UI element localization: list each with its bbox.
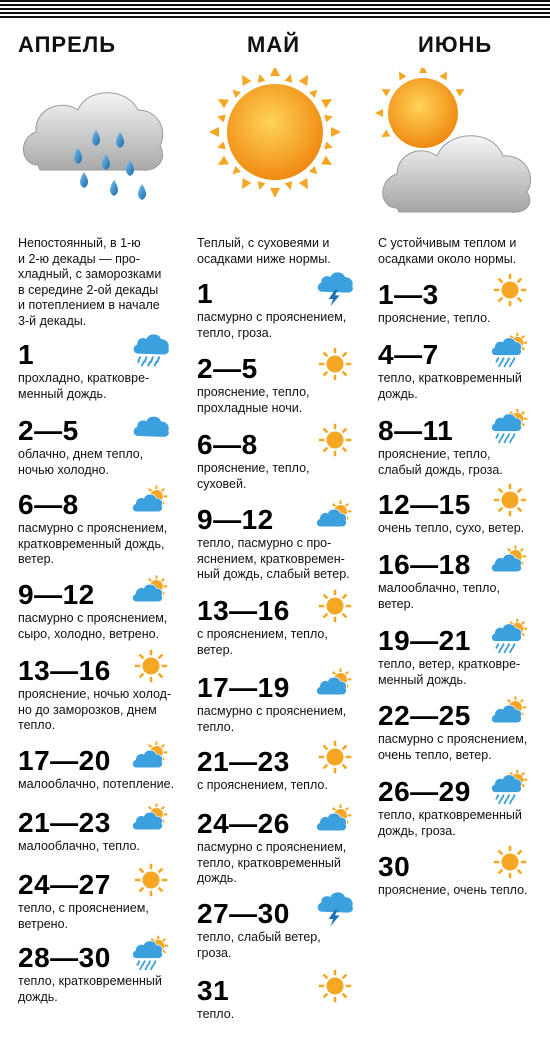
date-range: 13—16 bbox=[18, 655, 111, 686]
date-range: 9—12 bbox=[197, 504, 274, 535]
sun-cloud-icon bbox=[131, 738, 171, 774]
date-range: 17—20 bbox=[18, 745, 111, 776]
intro-april: Непостоянный, в 1-ю и 2-ю декады — про- хладный, с заморозками в середине 2-ой декады и потеплением в начале 3-й декады. bbox=[18, 236, 162, 328]
sun-icon bbox=[315, 739, 355, 775]
date-range: 6—8 bbox=[18, 489, 79, 520]
forecast-description: тепло, кратковременный дождь. bbox=[18, 974, 162, 1004]
date-range: 24—26 bbox=[197, 808, 290, 839]
month-title-april: АПРЕЛЬ bbox=[18, 32, 117, 57]
sun-icon bbox=[315, 968, 355, 1004]
forecast-description: тепло, слабый ветер, гроза. bbox=[197, 930, 321, 960]
thunder-cloud-icon bbox=[315, 891, 355, 927]
sun-cloud-icon bbox=[131, 572, 171, 608]
sun-rain-cloud-icon bbox=[490, 769, 530, 805]
hero-sun-icon bbox=[205, 68, 345, 198]
forecast-description: с прояснением, тепло, ветер. bbox=[197, 627, 328, 657]
forecast-description: тепло, ветер, кратковре- менный дождь. bbox=[378, 657, 521, 687]
date-range: 13—16 bbox=[197, 595, 290, 626]
forecast-description: прояснение, очень тепло. bbox=[378, 883, 528, 897]
date-range: 17—19 bbox=[197, 672, 290, 703]
header-stripes bbox=[0, 0, 550, 22]
date-range: 16—18 bbox=[378, 549, 471, 580]
forecast-description: тепло, кратковременный дождь. bbox=[378, 371, 522, 401]
forecast-description: с прояснением, тепло. bbox=[197, 778, 328, 792]
sun-icon bbox=[490, 844, 530, 880]
forecast-description: прояснение, тепло, слабый дождь, гроза. bbox=[378, 447, 503, 477]
month-title-may: МАЙ bbox=[247, 32, 301, 57]
date-range: 1 bbox=[18, 339, 35, 370]
sun-cloud-icon bbox=[131, 800, 171, 836]
date-range: 26—29 bbox=[378, 776, 471, 807]
forecast-description: очень тепло, сухо, ветер. bbox=[378, 521, 525, 535]
sun-rain-cloud-icon bbox=[490, 618, 530, 654]
date-range: 9—12 bbox=[18, 579, 95, 610]
rain-cloud-icon bbox=[131, 332, 171, 368]
date-range: 12—15 bbox=[378, 489, 471, 520]
date-range: 4—7 bbox=[378, 339, 439, 370]
date-range: 6—8 bbox=[197, 429, 258, 460]
sun-cloud-icon bbox=[315, 497, 355, 533]
sun-icon bbox=[315, 422, 355, 458]
forecast-description: прояснение, тепло. bbox=[378, 311, 491, 325]
date-range: 1—3 bbox=[378, 279, 439, 310]
forecast-description: прояснение, тепло, суховей. bbox=[197, 461, 310, 491]
forecast-description: пасмурно с прояснением, тепло, кратковременный дождь. bbox=[197, 840, 347, 885]
date-range: 22—25 bbox=[378, 700, 471, 731]
forecast-description: облачно, днем тепло, ночью холодно. bbox=[18, 447, 144, 477]
month-title-june: ИЮНЬ bbox=[418, 32, 493, 57]
date-range: 28—30 bbox=[18, 942, 111, 973]
intro-may: Теплый, с суховеями и осадками ниже нормы. bbox=[197, 236, 331, 266]
forecast-description: тепло. bbox=[197, 1007, 235, 1021]
sun-cloud-icon bbox=[315, 665, 355, 701]
sun-rain-cloud-icon bbox=[131, 935, 171, 971]
forecast-description: пасмурно с прояснением, тепло. bbox=[197, 704, 347, 734]
date-range: 24—27 bbox=[18, 869, 111, 900]
date-range: 2—5 bbox=[197, 353, 258, 384]
date-range: 21—23 bbox=[197, 746, 290, 777]
sun-cloud-icon bbox=[315, 801, 355, 837]
sun-rain-cloud-icon bbox=[490, 332, 530, 368]
forecast-description: тепло, с прояснением, ветрено. bbox=[18, 901, 149, 931]
sun-cloud-icon bbox=[490, 693, 530, 729]
date-range: 30 bbox=[378, 851, 411, 882]
hero-rain-cloud-icon bbox=[18, 80, 173, 210]
forecast-description: тепло, кратковременный дождь, гроза. bbox=[378, 808, 522, 838]
sun-rain-cloud-icon bbox=[490, 408, 530, 444]
forecast-description: пасмурно с прояснением, сыро, холодно, ветрено. bbox=[18, 611, 168, 641]
intro-june: С устойчивым теплом и осадками около нормы. bbox=[378, 236, 517, 266]
sun-cloud-icon bbox=[131, 482, 171, 518]
cloud-icon bbox=[131, 408, 171, 444]
date-range: 27—30 bbox=[197, 898, 290, 929]
date-range: 19—21 bbox=[378, 625, 471, 656]
date-range: 1 bbox=[197, 278, 214, 309]
sun-icon bbox=[490, 482, 530, 518]
forecast-description: малооблачно, тепло. bbox=[18, 839, 140, 853]
forecast-description: малооблачно, потепление. bbox=[18, 777, 175, 791]
sun-cloud-icon bbox=[490, 542, 530, 578]
forecast-description: пасмурно с прояснением, тепло, гроза. bbox=[197, 310, 347, 340]
date-range: 21—23 bbox=[18, 807, 111, 838]
forecast-description: тепло, пасмурно с про- яснением, кратковремен- ный дождь, слабый ветер. bbox=[197, 536, 350, 581]
sun-icon bbox=[490, 272, 530, 308]
date-range: 8—11 bbox=[378, 415, 454, 446]
forecast-description: прояснение, тепло, прохладные ночи. bbox=[197, 385, 310, 415]
date-range: 2—5 bbox=[18, 415, 79, 446]
sun-icon bbox=[315, 346, 355, 382]
sun-icon bbox=[131, 648, 171, 684]
date-range: 31 bbox=[197, 975, 230, 1006]
forecast-description: пасмурно с прояснением, кратковременный дождь, ветер. bbox=[18, 521, 168, 566]
forecast-description: малооблачно, тепло, ветер. bbox=[378, 581, 500, 611]
thunder-cloud-icon bbox=[315, 271, 355, 307]
sun-icon bbox=[315, 588, 355, 624]
forecast-description: прохладно, кратковре- менный дождь. bbox=[18, 371, 150, 401]
forecast-description: пасмурно с прояснением, очень тепло, ветер. bbox=[378, 732, 528, 762]
hero-sun-cloud-icon bbox=[375, 68, 540, 218]
forecast-description: прояснение, ночью холод- но до заморозков, днем тепло. bbox=[18, 687, 172, 732]
sun-icon bbox=[131, 862, 171, 898]
